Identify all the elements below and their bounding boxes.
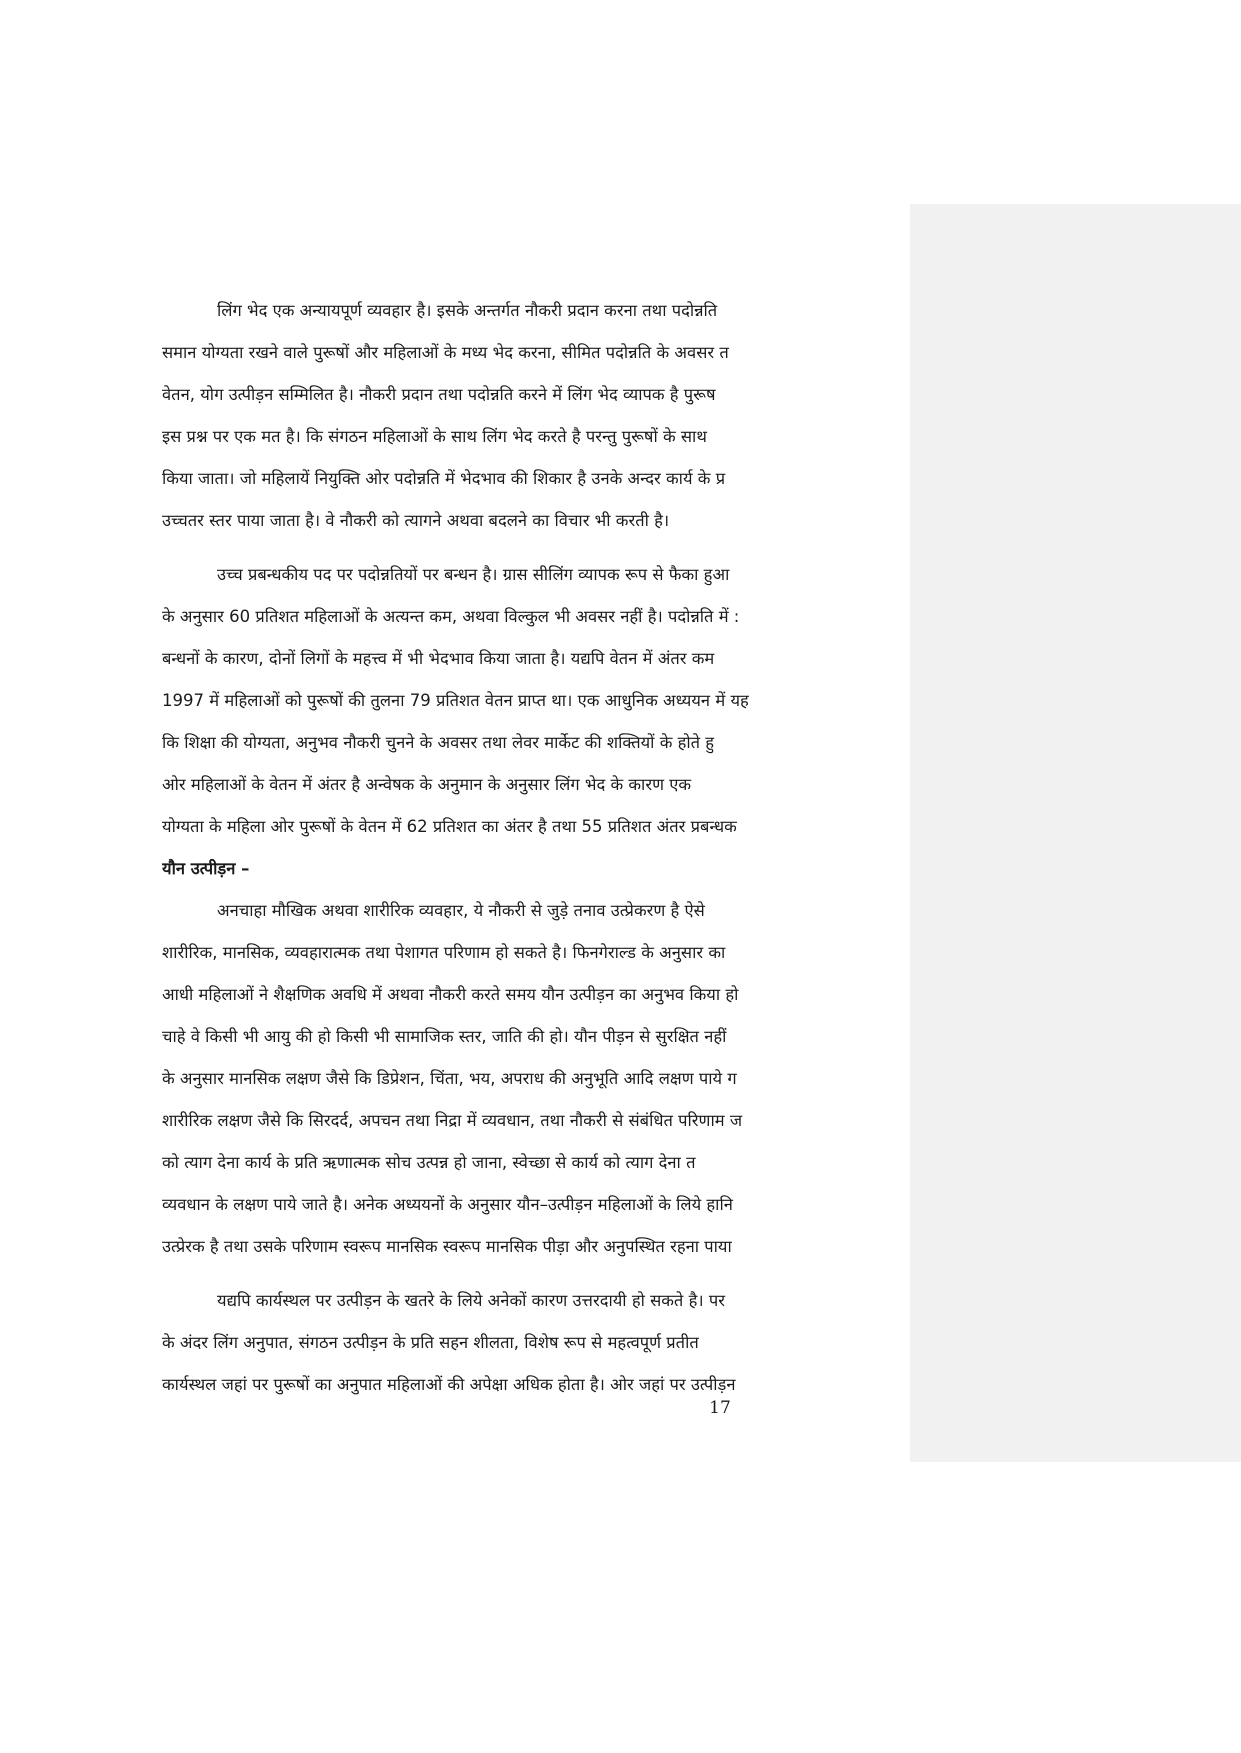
comment-pane — [910, 204, 1241, 1462]
paragraph-line: शारीरिक, मानसिक, व्यवहारात्मक तथा पेशागत परिणाम हो सकते है। फिनगेराल्ड के अनुसार का — [162, 943, 726, 962]
paragraph-line: के अनुसार मानसिक लक्षण जैसे कि डिप्रेशन, चिंता, भय, अपराध की अनुभूति आदि लक्षण पाये ग — [162, 1069, 737, 1088]
paragraph-line: अनचाहा मौखिक अथवा शारीरिक व्यवहार, ये नौकरी से जुड़े तनाव उत्प्रेकरण है ऐसे — [217, 901, 705, 920]
paragraph-line: शारीरिक लक्षण जैसे कि सिरदर्द, अपचन तथा निद्रा में व्यवधान, तथा नौकरी से संबंधित परिणाम ज — [162, 1111, 743, 1130]
paragraph-line: किया जाता। जो महिलायें नियुक्ति ओर पदोन्नति में भेदभाव की शिकार है उनके अन्दर कार्य के प्र — [162, 469, 726, 488]
paragraph-line: आधी महिलाओं ने शैक्षणिक अवधि में अथवा नौकरी करते समय यौन उत्पीड़न का अनुभव किया हो — [162, 985, 739, 1004]
paragraph-line: व्यवधान के लक्षण पाये जाते है। अनेक अध्ययनों के अनुसार यौन–उत्पीड़न महिलाओं के लिये हानि — [162, 1195, 733, 1214]
paragraph-line: उच्च प्रबन्धकीय पद पर पदोन्नतियों पर बन्धन है। ग्रास सीलिंग व्यापक रूप से फैका हुआ — [217, 565, 730, 584]
paragraph-line: उच्चतर स्तर पाया जाता है। वे नौकरी को त्यागने अथवा बदलने का विचार भी करती है। — [162, 511, 670, 530]
paragraph-line: के अंदर लिंग अनुपात, संगठन उत्पीड़न के प्रति सहन शीलता, विशेष रूप से महत्वपूर्ण प्रतीत — [162, 1333, 699, 1352]
document-body — [162, 290, 907, 1406]
paragraph-line: वेतन, योग उत्पीड़न सम्मिलित है। नौकरी प्रदान तथा पदोन्नति करने में लिंग भेद व्यापक है पुरूष — [162, 385, 716, 404]
section-heading: यौन उत्पीड़न – — [162, 859, 250, 878]
paragraph-line: उत्प्रेरक है तथा उसके परिणाम स्वरूप मानसिक स्वरूप मानसिक पीड़ा और अनुपस्थित रहना पाया — [162, 1237, 732, 1256]
paragraph-line: को त्याग देना कार्य के प्रति ऋणात्मक सोच उत्पन्न हो जाना, स्वेच्छा से कार्य को त्याग देना त — [162, 1153, 696, 1172]
paragraph-line: इस प्रश्न पर एक मत है। कि संगठन महिलाओं के साथ लिंग भेद करते है परन्तु पुरूषों के साथ — [162, 427, 707, 446]
paragraph-line: 1997 में महिलाओं को पुरूषों की तुलना 79 प्रतिशत वेतन प्राप्त था। एक आधुनिक अध्ययन में यह — [162, 691, 749, 710]
paragraph-line: बन्धनों के कारण, दोनों लिगों के महत्त्व में भी भेदभाव किया जाता है। यद्यपि वेतन में अंतर कम — [162, 649, 715, 668]
paragraph-line: चाहे वे किसी भी आयु की हो किसी भी सामाजिक स्तर, जाति की हो। यौन पीड़न से सुरक्षित नहीं — [162, 1027, 727, 1046]
paragraph-line: कि शिक्षा की योग्यता, अनुभव नौकरी चुनने के अवसर तथा लेवर मार्केट की शक्तियों के होते हु — [162, 733, 715, 752]
paragraph-line: के अनुसार 60 प्रतिशत महिलाओं के अत्यन्त कम, अथवा विल्कुल भी अवसर नहीं है। पदोन्नति में : — [162, 607, 740, 626]
paragraph-line: कार्यस्थल जहां पर पुरूषों का अनुपात महिलाओं की अपेक्षा अधिक होता है। ओर जहां पर उत्पीड़न — [162, 1375, 736, 1394]
paragraph-line: समान योग्यता रखने वाले पुरूषों और महिलाओं के मध्य भेद करना, सीमित पदोन्नति के अवसर त — [162, 343, 729, 362]
page-number: 17 — [709, 1398, 731, 1418]
paragraph-line: ओर महिलाओं के वेतन में अंतर है अन्वेषक के अनुमान के अनुसार लिंग भेद के कारण एक — [162, 775, 692, 794]
paragraph-line: यद्यपि कार्यस्थल पर उत्पीड़न के खतरे के लिये अनेकों कारण उत्तरदायी हो सकते है। पर — [217, 1291, 725, 1310]
paragraph-line: योग्यता के महिला ओर पुरूषों के वेतन में 62 प्रतिशत का अंतर है तथा 55 प्रतिशत अंतर प्रबन्धक — [162, 817, 737, 836]
paragraph-line: लिंग भेद एक अन्यायपूर्ण व्यवहार है। इसके अन्तर्गत नौकरी प्रदान करना तथा पदोन्नति — [217, 301, 718, 320]
